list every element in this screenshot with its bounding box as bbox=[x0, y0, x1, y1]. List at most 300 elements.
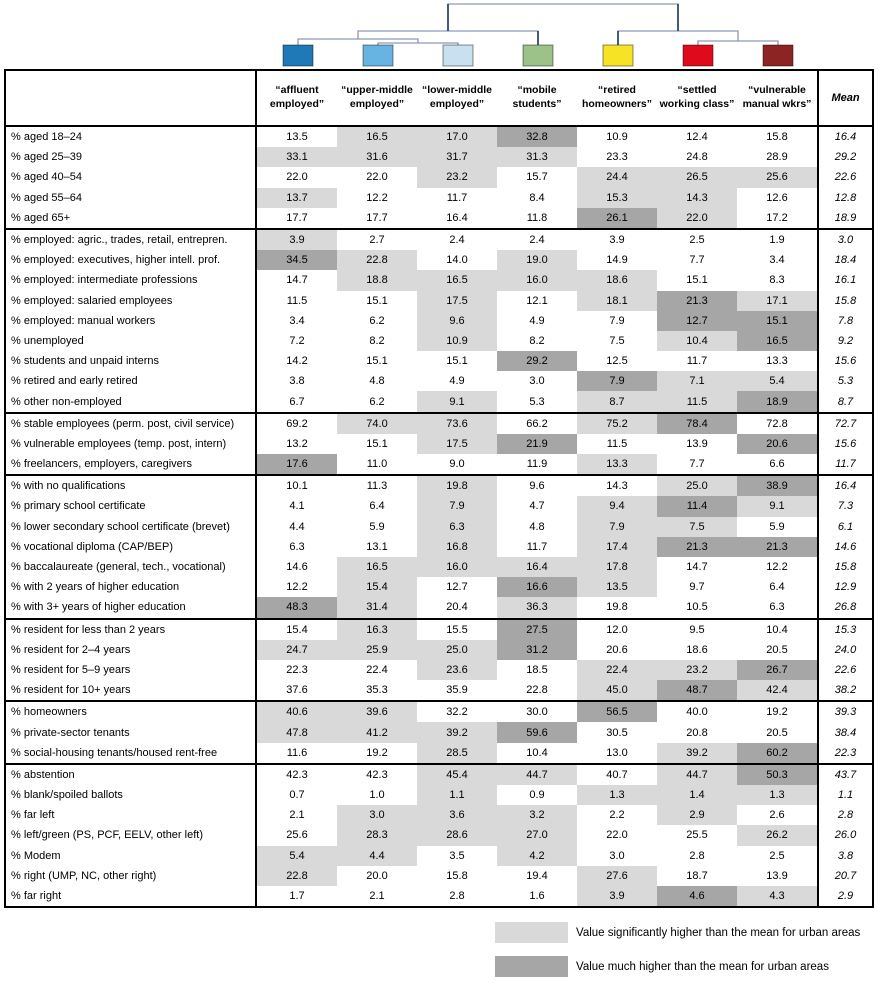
value-cell: 2.2 bbox=[609, 809, 625, 822]
value-cell: 12.2 bbox=[766, 561, 788, 574]
value-cell: 31.4 bbox=[337, 597, 417, 617]
value-cell: 5.3 bbox=[529, 395, 545, 408]
value-cell: 45.4 bbox=[417, 765, 497, 785]
mean-cell: 43.7 bbox=[817, 765, 872, 785]
value-cell: 3.4 bbox=[769, 254, 785, 267]
value-cell: 11.7 bbox=[446, 191, 468, 204]
value-cell: 39.6 bbox=[337, 702, 417, 722]
value-cell: 16.3 bbox=[337, 620, 417, 640]
value-cell: 40.0 bbox=[686, 706, 708, 719]
value-cell: 7.9 bbox=[609, 314, 625, 327]
value-cell: 19.0 bbox=[497, 250, 577, 270]
value-cell: 4.4 bbox=[289, 520, 305, 533]
table-row bbox=[6, 208, 872, 228]
value-cell: 28.9 bbox=[766, 151, 788, 164]
value-cell: 6.3 bbox=[289, 540, 305, 553]
value-cell: 9.5 bbox=[689, 623, 705, 636]
column-header-lower-middle-employed: “lower-middle employed” bbox=[421, 84, 492, 110]
row-label: % far left bbox=[6, 805, 257, 825]
value-cell: 21.3 bbox=[737, 537, 817, 557]
table-row bbox=[6, 537, 872, 557]
value-cell: 19.2 bbox=[366, 746, 388, 759]
value-cell: 15.7 bbox=[526, 171, 548, 184]
value-cell: 16.5 bbox=[417, 270, 497, 290]
value-cell: 9.1 bbox=[417, 391, 497, 411]
value-cell: 3.9 bbox=[257, 230, 337, 250]
mean-cell: 16.4 bbox=[817, 127, 872, 147]
value-cell: 28.3 bbox=[337, 825, 417, 845]
row-label: % vulnerable employees (temp. post, intern) bbox=[6, 434, 257, 454]
value-cell: 15.8 bbox=[446, 869, 468, 882]
row-label: % unemployed bbox=[6, 331, 257, 351]
value-cell: 2.8 bbox=[449, 890, 465, 903]
value-cell: 6.3 bbox=[417, 517, 497, 537]
value-cell: 4.8 bbox=[529, 520, 545, 533]
value-cell: 39.2 bbox=[657, 743, 737, 763]
value-cell: 39.2 bbox=[417, 722, 497, 742]
value-cell: 9.4 bbox=[577, 496, 657, 516]
cluster-swatch-vulnerable-manual-wkrs-icon bbox=[763, 45, 793, 66]
value-cell: 24.8 bbox=[686, 151, 708, 164]
table-section bbox=[6, 620, 872, 703]
value-cell: 22.4 bbox=[577, 660, 657, 680]
value-cell: 25.0 bbox=[417, 640, 497, 660]
table-row bbox=[6, 331, 872, 351]
table-row bbox=[6, 351, 872, 371]
value-cell: 14.7 bbox=[286, 274, 308, 287]
cluster-profile-table bbox=[4, 69, 874, 908]
value-cell: 25.6 bbox=[286, 829, 308, 842]
value-cell: 4.9 bbox=[529, 314, 545, 327]
table-row bbox=[6, 311, 872, 331]
table-row bbox=[6, 391, 872, 411]
value-cell: 19.8 bbox=[606, 601, 628, 614]
dendrogram-link bbox=[298, 39, 418, 45]
value-cell: 11.7 bbox=[686, 355, 708, 368]
value-cell: 15.1 bbox=[366, 437, 388, 450]
value-cell: 17.1 bbox=[737, 291, 817, 311]
row-label: % resident for 2–4 years bbox=[6, 640, 257, 660]
mean-column-header: Mean bbox=[817, 71, 872, 125]
value-cell: 29.2 bbox=[497, 351, 577, 371]
value-cell: 11.7 bbox=[526, 540, 548, 553]
legend-item bbox=[495, 922, 860, 943]
table-row bbox=[6, 846, 872, 866]
value-cell: 25.6 bbox=[737, 167, 817, 187]
column-header-vulnerable-manual-wkrs: “vulnerable manual wkrs” bbox=[742, 84, 812, 110]
row-label: % lower secondary school certificate (brevet) bbox=[6, 517, 257, 537]
value-cell: 2.4 bbox=[449, 234, 465, 247]
value-cell: 12.2 bbox=[286, 581, 308, 594]
value-cell: 16.4 bbox=[497, 557, 577, 577]
table-row bbox=[6, 454, 872, 474]
row-label: % far right bbox=[6, 886, 257, 906]
value-cell: 5.4 bbox=[737, 371, 817, 391]
value-cell: 75.2 bbox=[577, 414, 657, 434]
value-cell: 1.3 bbox=[577, 785, 657, 805]
value-cell: 13.5 bbox=[577, 577, 657, 597]
value-cell: 18.6 bbox=[686, 643, 708, 656]
value-cell: 6.4 bbox=[769, 581, 785, 594]
mean-cell: 29.2 bbox=[817, 147, 872, 167]
value-cell: 41.2 bbox=[337, 722, 417, 742]
value-cell: 60.2 bbox=[737, 743, 817, 763]
value-cell: 7.1 bbox=[657, 371, 737, 391]
value-cell: 23.6 bbox=[417, 660, 497, 680]
value-cell: 14.3 bbox=[606, 480, 628, 493]
mean-cell: 11.7 bbox=[817, 454, 872, 474]
value-cell: 2.7 bbox=[369, 234, 385, 247]
value-cell: 7.5 bbox=[657, 517, 737, 537]
value-cell: 0.9 bbox=[529, 789, 545, 802]
value-cell: 30.0 bbox=[526, 706, 548, 719]
mean-cell: 14.6 bbox=[817, 537, 872, 557]
table-row bbox=[6, 496, 872, 516]
legend-swatch-dark-icon bbox=[495, 956, 568, 977]
cluster-swatch-lower-middle-employed-icon bbox=[443, 45, 473, 66]
row-label: % private-sector tenants bbox=[6, 722, 257, 742]
value-cell: 15.4 bbox=[337, 577, 417, 597]
cluster-swatch-upper-middle-employed-icon bbox=[363, 45, 393, 66]
value-cell: 24.7 bbox=[257, 640, 337, 660]
value-cell: 11.6 bbox=[286, 746, 308, 759]
value-cell: 12.0 bbox=[606, 623, 628, 636]
table-row bbox=[6, 476, 872, 496]
value-cell: 4.3 bbox=[737, 886, 817, 906]
table-row bbox=[6, 291, 872, 311]
value-cell: 11.3 bbox=[366, 480, 388, 493]
value-cell: 22.8 bbox=[257, 866, 337, 886]
table-section bbox=[6, 414, 872, 477]
value-cell: 26.1 bbox=[577, 208, 657, 228]
table-row bbox=[6, 230, 872, 250]
value-cell: 20.4 bbox=[446, 601, 468, 614]
value-cell: 1.1 bbox=[417, 785, 497, 805]
table-row bbox=[6, 371, 872, 391]
table-row bbox=[6, 825, 872, 845]
value-cell: 6.2 bbox=[369, 314, 385, 327]
row-label: % employed: intermediate professions bbox=[6, 270, 257, 290]
row-label: % left/green (PS, PCF, EELV, other left) bbox=[6, 825, 257, 845]
value-cell: 3.6 bbox=[417, 805, 497, 825]
value-cell: 1.3 bbox=[737, 785, 817, 805]
value-cell: 34.5 bbox=[257, 250, 337, 270]
value-cell: 22.3 bbox=[286, 663, 308, 676]
value-cell: 31.2 bbox=[497, 640, 577, 660]
mean-cell: 22.6 bbox=[817, 660, 872, 680]
value-cell: 15.3 bbox=[577, 188, 657, 208]
row-label: % other non-employed bbox=[6, 391, 257, 411]
value-cell: 6.4 bbox=[369, 500, 385, 513]
value-cell: 7.9 bbox=[577, 371, 657, 391]
value-cell: 4.7 bbox=[529, 500, 545, 513]
table-row bbox=[6, 250, 872, 270]
value-cell: 15.8 bbox=[766, 131, 788, 144]
value-cell: 20.5 bbox=[766, 726, 788, 739]
value-cell: 3.5 bbox=[449, 849, 465, 862]
mean-cell: 24.0 bbox=[817, 640, 872, 660]
mean-cell: 7.3 bbox=[817, 496, 872, 516]
row-label: % resident for 10+ years bbox=[6, 680, 257, 700]
value-cell: 22.4 bbox=[366, 663, 388, 676]
value-cell: 32.2 bbox=[446, 706, 468, 719]
value-cell: 11.5 bbox=[606, 437, 628, 450]
value-cell: 2.4 bbox=[529, 234, 545, 247]
table-section bbox=[6, 476, 872, 619]
value-cell: 22.0 bbox=[286, 171, 308, 184]
value-cell: 26.7 bbox=[737, 660, 817, 680]
value-cell: 6.6 bbox=[769, 458, 785, 471]
value-cell: 27.6 bbox=[577, 866, 657, 886]
value-cell: 21.9 bbox=[497, 434, 577, 454]
mean-cell: 26.8 bbox=[817, 597, 872, 617]
value-cell: 9.7 bbox=[689, 581, 705, 594]
column-header-retired-homeowners: “retired homeowners” bbox=[581, 84, 652, 110]
value-cell: 56.5 bbox=[577, 702, 657, 722]
table-row bbox=[6, 866, 872, 886]
value-cell: 9.6 bbox=[417, 311, 497, 331]
value-cell: 32.8 bbox=[497, 127, 577, 147]
table-row bbox=[6, 434, 872, 454]
value-cell: 31.3 bbox=[497, 147, 577, 167]
column-header-upper-middle-employed: “upper-middle employed” bbox=[341, 84, 413, 110]
value-cell: 42.3 bbox=[366, 768, 388, 781]
value-cell: 13.9 bbox=[686, 437, 708, 450]
value-cell: 33.1 bbox=[257, 147, 337, 167]
value-cell: 21.3 bbox=[657, 291, 737, 311]
mean-cell: 15.8 bbox=[817, 557, 872, 577]
value-cell: 17.5 bbox=[417, 291, 497, 311]
value-cell: 25.5 bbox=[686, 829, 708, 842]
value-cell: 12.5 bbox=[606, 355, 628, 368]
value-cell: 18.1 bbox=[577, 291, 657, 311]
value-cell: 6.3 bbox=[769, 601, 785, 614]
value-cell: 10.9 bbox=[417, 331, 497, 351]
value-cell: 31.7 bbox=[417, 147, 497, 167]
value-cell: 48.7 bbox=[657, 680, 737, 700]
mean-cell: 38.4 bbox=[817, 722, 872, 742]
value-cell: 2.8 bbox=[689, 849, 705, 862]
value-cell: 11.8 bbox=[526, 211, 548, 224]
value-cell: 13.0 bbox=[606, 746, 628, 759]
value-cell: 12.2 bbox=[366, 191, 388, 204]
value-cell: 1.7 bbox=[289, 890, 305, 903]
cluster-swatch-affluent-employed-icon bbox=[283, 45, 313, 66]
value-cell: 18.7 bbox=[686, 869, 708, 882]
mean-cell: 26.0 bbox=[817, 825, 872, 845]
row-label: % students and unpaid interns bbox=[6, 351, 257, 371]
table-row bbox=[6, 147, 872, 167]
value-cell: 15.1 bbox=[366, 355, 388, 368]
mean-cell: 7.8 bbox=[817, 311, 872, 331]
mean-cell: 3.0 bbox=[817, 230, 872, 250]
value-cell: 16.0 bbox=[417, 557, 497, 577]
value-cell: 28.5 bbox=[417, 743, 497, 763]
value-cell: 7.7 bbox=[689, 458, 705, 471]
value-cell: 8.2 bbox=[369, 334, 385, 347]
value-cell: 23.2 bbox=[657, 660, 737, 680]
value-cell: 4.1 bbox=[289, 500, 305, 513]
value-cell: 21.3 bbox=[657, 537, 737, 557]
table-row bbox=[6, 414, 872, 434]
table-row bbox=[6, 805, 872, 825]
table-header-row bbox=[6, 71, 872, 127]
value-cell: 18.6 bbox=[577, 270, 657, 290]
row-label: % aged 25–39 bbox=[6, 147, 257, 167]
value-cell: 20.0 bbox=[366, 869, 388, 882]
mean-cell: 5.3 bbox=[817, 371, 872, 391]
value-cell: 69.2 bbox=[286, 417, 308, 430]
mean-cell: 15.6 bbox=[817, 351, 872, 371]
row-label: % with 3+ years of higher education bbox=[6, 597, 257, 617]
column-header-mobile-students: “mobile students” bbox=[512, 84, 562, 110]
value-cell: 24.4 bbox=[577, 167, 657, 187]
row-label: % blank/spoiled ballots bbox=[6, 785, 257, 805]
row-label: % aged 65+ bbox=[6, 208, 257, 228]
dendrogram-link bbox=[618, 31, 738, 45]
row-label: % social-housing tenants/housed rent-free bbox=[6, 743, 257, 763]
value-cell: 45.0 bbox=[577, 680, 657, 700]
value-cell: 6.7 bbox=[289, 395, 305, 408]
mean-cell: 2.8 bbox=[817, 805, 872, 825]
row-label: % stable employees (perm. post, civil service) bbox=[6, 414, 257, 434]
value-cell: 26.2 bbox=[737, 825, 817, 845]
value-cell: 8.4 bbox=[529, 191, 545, 204]
row-label: % Modem bbox=[6, 846, 257, 866]
mean-cell: 16.4 bbox=[817, 476, 872, 496]
table-row bbox=[6, 702, 872, 722]
value-cell: 11.4 bbox=[657, 496, 737, 516]
mean-cell: 1.1 bbox=[817, 785, 872, 805]
value-cell: 10.4 bbox=[526, 746, 548, 759]
value-cell: 7.9 bbox=[417, 496, 497, 516]
column-header-affluent-employed: “affluent employed” bbox=[269, 84, 325, 110]
value-cell: 40.6 bbox=[257, 702, 337, 722]
value-cell: 15.1 bbox=[737, 311, 817, 331]
mean-cell: 18.4 bbox=[817, 250, 872, 270]
value-cell: 13.9 bbox=[766, 869, 788, 882]
table-section bbox=[6, 230, 872, 414]
value-cell: 2.5 bbox=[769, 849, 785, 862]
mean-cell: 15.6 bbox=[817, 434, 872, 454]
mean-cell: 39.3 bbox=[817, 702, 872, 722]
table-row bbox=[6, 640, 872, 660]
value-cell: 1.0 bbox=[369, 789, 385, 802]
row-label: % homeowners bbox=[6, 702, 257, 722]
value-cell: 16.6 bbox=[497, 577, 577, 597]
value-cell: 12.7 bbox=[446, 581, 468, 594]
value-cell: 16.5 bbox=[737, 331, 817, 351]
table-row bbox=[6, 660, 872, 680]
value-cell: 22.8 bbox=[337, 250, 417, 270]
table-row bbox=[6, 680, 872, 700]
value-cell: 74.0 bbox=[337, 414, 417, 434]
mean-cell: 22.6 bbox=[817, 167, 872, 187]
table-row bbox=[6, 270, 872, 290]
value-cell: 13.5 bbox=[286, 131, 308, 144]
value-cell: 15.1 bbox=[446, 355, 468, 368]
value-cell: 10.9 bbox=[606, 131, 628, 144]
value-cell: 2.9 bbox=[657, 805, 737, 825]
value-cell: 14.9 bbox=[606, 254, 628, 267]
value-cell: 25.0 bbox=[657, 476, 737, 496]
value-cell: 11.5 bbox=[657, 391, 737, 411]
value-cell: 13.3 bbox=[766, 355, 788, 368]
row-label: % vocational diploma (CAP/BEP) bbox=[6, 537, 257, 557]
value-cell: 15.1 bbox=[366, 294, 388, 307]
value-cell: 19.4 bbox=[526, 869, 548, 882]
row-label: % right (UMP, NC, other right) bbox=[6, 866, 257, 886]
table-row bbox=[6, 167, 872, 187]
value-cell: 4.4 bbox=[337, 846, 417, 866]
table-section bbox=[6, 127, 872, 230]
value-cell: 26.5 bbox=[657, 167, 737, 187]
value-cell: 10.5 bbox=[686, 601, 708, 614]
cluster-swatch-settled-working-class-icon bbox=[683, 45, 713, 66]
value-cell: 5.9 bbox=[369, 520, 385, 533]
value-cell: 3.0 bbox=[609, 849, 625, 862]
row-label: % abstention bbox=[6, 765, 257, 785]
value-cell: 31.6 bbox=[337, 147, 417, 167]
value-cell: 17.7 bbox=[366, 211, 388, 224]
table-row bbox=[6, 577, 872, 597]
mean-cell: 16.1 bbox=[817, 270, 872, 290]
value-cell: 20.6 bbox=[737, 434, 817, 454]
value-cell: 44.7 bbox=[657, 765, 737, 785]
table-row bbox=[6, 620, 872, 640]
row-label-header bbox=[6, 71, 257, 125]
row-label: % freelancers, employers, caregivers bbox=[6, 454, 257, 474]
mean-cell: 9.2 bbox=[817, 331, 872, 351]
value-cell: 12.4 bbox=[686, 131, 708, 144]
value-cell: 78.4 bbox=[657, 414, 737, 434]
value-cell: 3.8 bbox=[289, 375, 305, 388]
value-cell: 50.3 bbox=[737, 765, 817, 785]
value-cell: 7.2 bbox=[289, 334, 305, 347]
table-row bbox=[6, 765, 872, 785]
table-body bbox=[6, 127, 872, 906]
value-cell: 9.6 bbox=[529, 480, 545, 493]
value-cell: 4.9 bbox=[449, 375, 465, 388]
value-cell: 19.2 bbox=[766, 706, 788, 719]
table-row bbox=[6, 517, 872, 537]
value-cell: 18.9 bbox=[737, 391, 817, 411]
cluster-swatch-mobile-students-icon bbox=[523, 45, 553, 66]
value-cell: 17.5 bbox=[417, 434, 497, 454]
value-cell: 72.8 bbox=[766, 417, 788, 430]
value-cell: 16.5 bbox=[337, 557, 417, 577]
value-cell: 38.9 bbox=[737, 476, 817, 496]
value-cell: 3.0 bbox=[529, 375, 545, 388]
value-cell: 17.6 bbox=[257, 454, 337, 474]
value-cell: 6.2 bbox=[369, 395, 385, 408]
value-cell: 8.3 bbox=[769, 274, 785, 287]
row-label: % baccalaureate (general, tech., vocational) bbox=[6, 557, 257, 577]
table-section bbox=[6, 765, 872, 906]
value-cell: 10.4 bbox=[766, 623, 788, 636]
value-cell: 5.9 bbox=[769, 520, 785, 533]
value-cell: 22.0 bbox=[606, 829, 628, 842]
value-cell: 14.0 bbox=[446, 254, 468, 267]
value-cell: 2.1 bbox=[289, 809, 305, 822]
value-cell: 35.9 bbox=[446, 684, 468, 697]
value-cell: 17.7 bbox=[286, 211, 308, 224]
value-cell: 1.6 bbox=[529, 890, 545, 903]
mean-cell: 8.7 bbox=[817, 391, 872, 411]
value-cell: 14.6 bbox=[286, 561, 308, 574]
value-cell: 15.1 bbox=[686, 274, 708, 287]
row-label: % aged 55–64 bbox=[6, 188, 257, 208]
